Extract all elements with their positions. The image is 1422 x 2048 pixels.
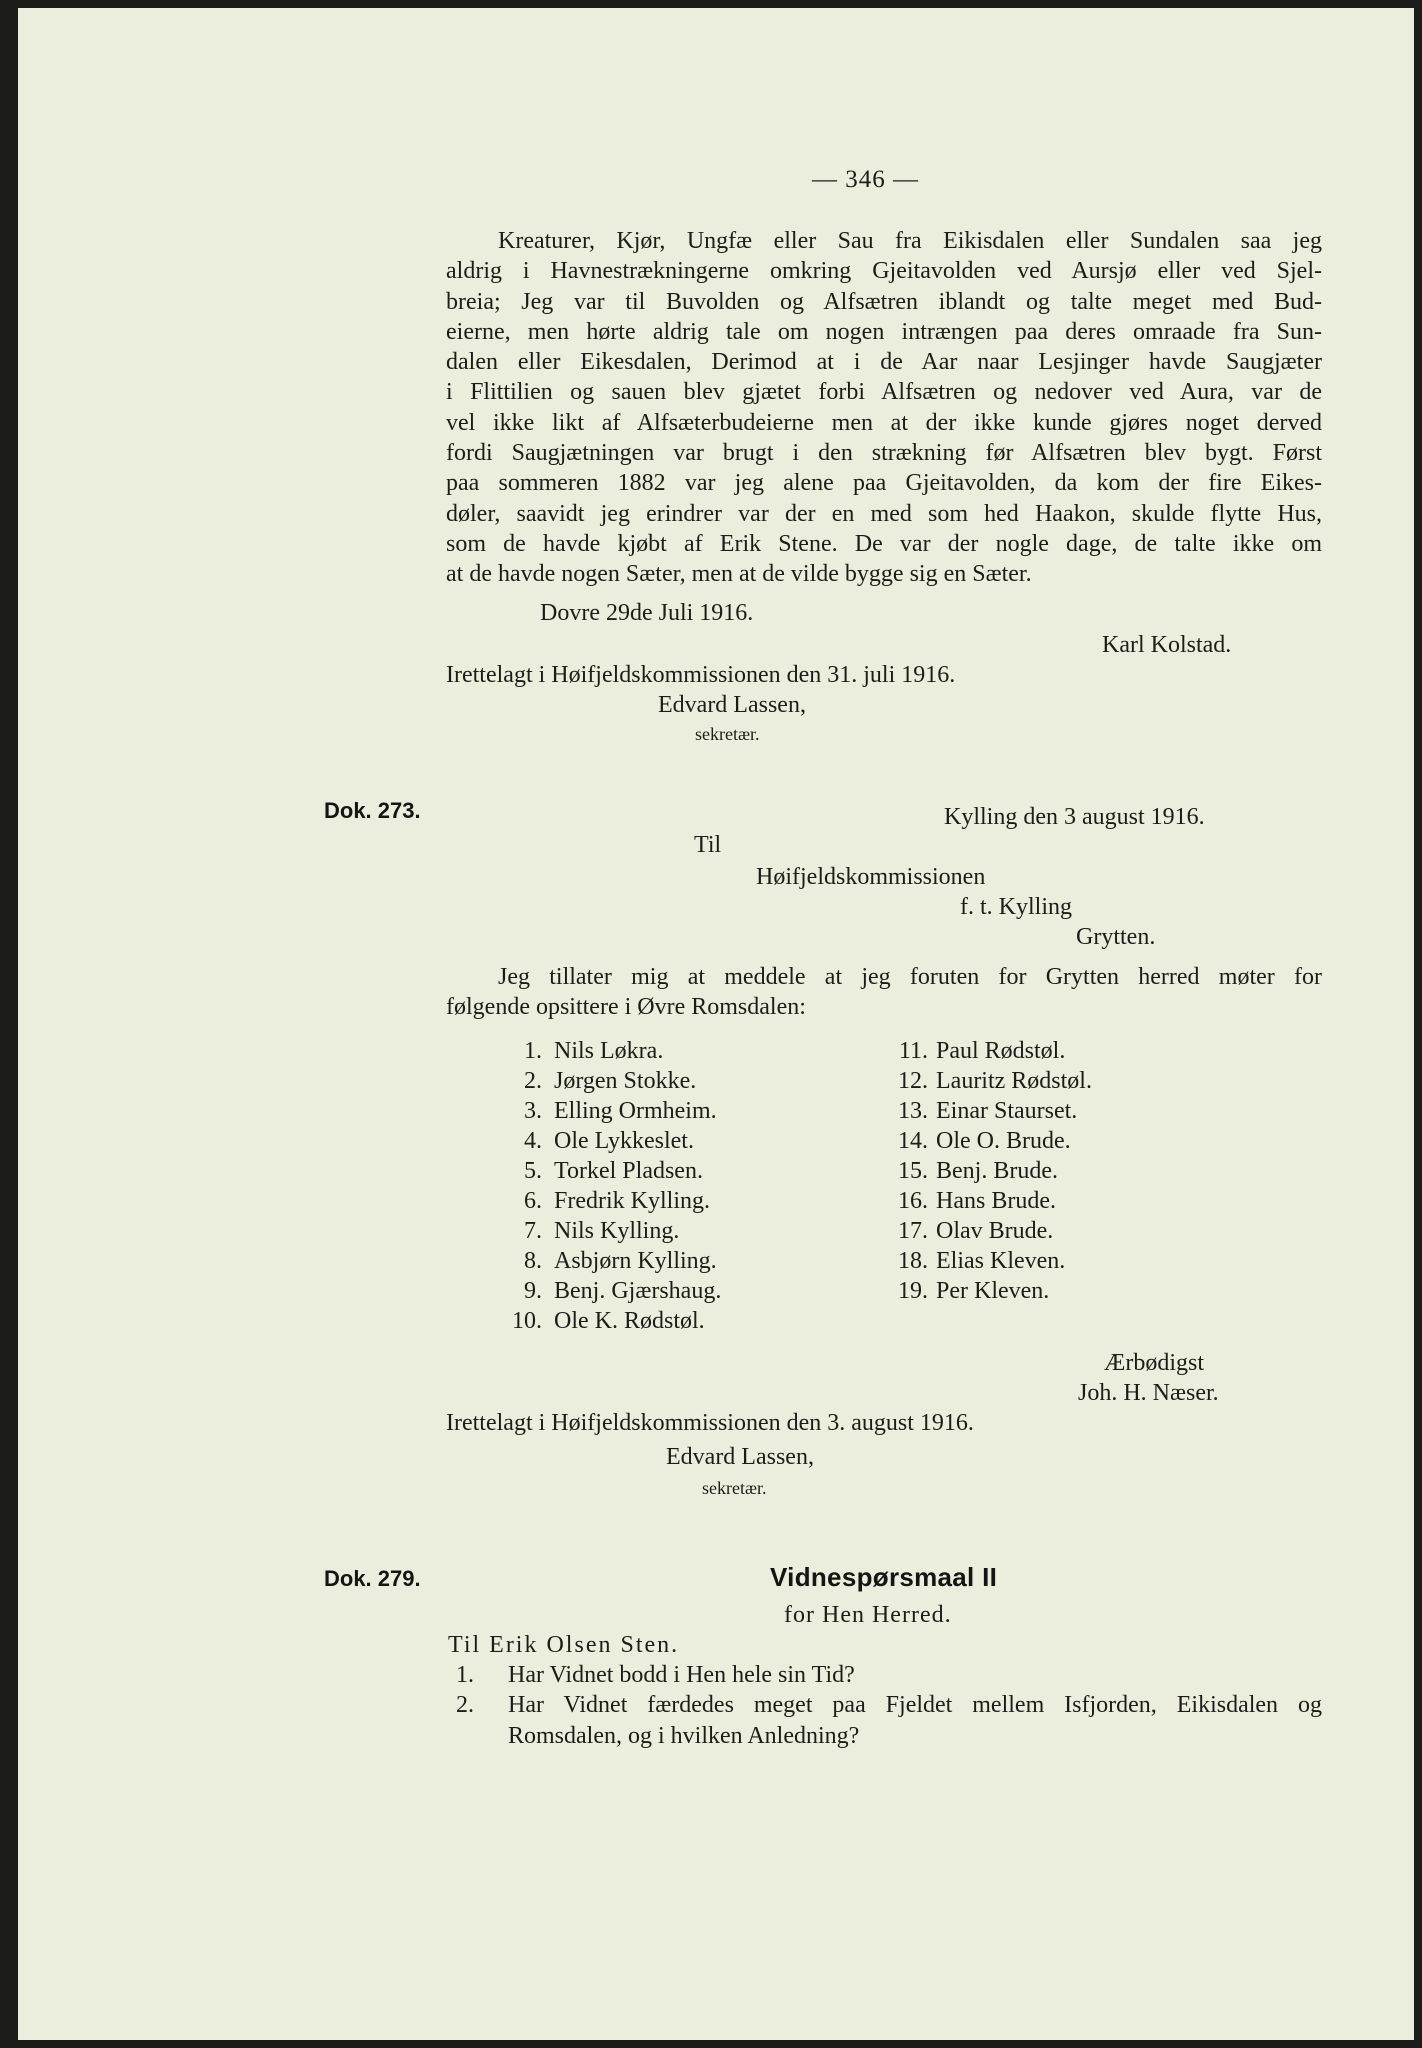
paragraph-line: breia; Jeg var til Buvolden og Alfsætren iblandt og talte meget med Bud- (446, 288, 1322, 315)
paragraph-line: i Flittilien og sauen blev gjætet forbi Alfsætren og nedover ved Aura, var de (446, 379, 1322, 406)
letter-body (446, 962, 1322, 1023)
paragraph-line: eierne, men hørte aldrig tale om nogen intrængen paa deres omraade fra Sun- (446, 318, 1322, 345)
paragraph-line: at de havde nogen Sæter, men at de vilde bygge sig en Sæter. (446, 561, 1032, 588)
document-label: Dok. 279. (324, 1566, 421, 1591)
section-title: Vidnespørsmaal II (770, 1562, 998, 1592)
letter-to: Til (694, 832, 722, 858)
signature: Joh. H. Næser. (1078, 1380, 1219, 1406)
letter-recipient: Høifjeldskommissionen (756, 864, 986, 890)
filing-note: Irettelagt i Høifjeldskommissionen den 3. august 1916. (446, 1410, 974, 1436)
testimony-paragraph (446, 226, 1322, 590)
paragraph-line: paa sommeren 1882 var jeg alene paa Gjeitavolden, da kom der fire Eikes- (446, 470, 1322, 497)
filing-note: Irettelagt i Høifjeldskommissionen den 31. juli 1916. (446, 662, 956, 688)
section-subtitle: for Hen Herred. (784, 1602, 952, 1628)
witness-to: Til Erik Olsen Sten. (448, 1632, 680, 1658)
document-label: Dok. 273. (324, 798, 421, 823)
paragraph-line: vel ikke likt af Alfsæterbudeierne men at der ikke kunde gjøres noget derved (446, 409, 1322, 436)
page-number: — 346 — (812, 166, 919, 193)
paragraph-line: som de havde kjøbt af Erik Stene. De var der nogle dage, de talte ikke om (446, 530, 1322, 557)
paragraph-line: fordi Saugjætningen var brugt i den strækning før Alfsætren blev bygt. Først (446, 440, 1322, 467)
signature: Karl Kolstad. (1102, 632, 1232, 658)
clerk-name: Edvard Lassen, (658, 692, 806, 718)
document-page: — 346 — Kreaturer, Kjør, Ungfæ eller Sau fra Eikisdalen eller Sundalen saa jeg aldrig i Havnestrækningerne omkring Gjeitavolden ved Aursjø eller ved Sjel- breia; Jeg var til Buvolden og Alfsætren iblandt og talte meget med Bud- eierne, men hørte aldrig tale om nogen intrængen paa deres omraade fra Sun- dalen eller Eikesdalen, Derimod at i de Aar naar Lesjinger havde Saugjæter i Flittilien og sauen blev gjætet forbi Alfsætren og nedover ved Aura, var de vel ikke likt af Alfsæterbudeierne men at der ikke kunde gjøres noget derved fordi Saugjætningen var brugt i den strækning før Alfsætren blev bygt. Først paa sommeren 1882 var jeg alene paa Gjeitavolden, da kom der fire Eikes- døler, saavidt jeg erindrer var der en med som hed Haakon, skulde flytte Hus, som de havde kjøbt af Erik Stene. De var der nogle dage, de talte ikke om at de havde nogen Sæter, men at de vilde bygge sig en Sæter. Dovre 29de Juli 1916. Karl Kolstad. Irettelagt i Høifjeldskommissionen den 31. juli 1916. Edvard Lassen, sekretær. Dok. 273. Kylling den 3 august 1916. Til Høifjeldskommissionen f. t. Kylling Grytten. Jeg tillater mig at meddele at jeg foruten for Grytten herred møter for følgende opsittere i Øvre Romsdalen: 1. Nils Løkra. 2. Jørgen Stokke. 3. Elling Ormheim. 4. Ole Lykkeslet. 5. Torkel Pladsen. 6. Fredrik Kylling. 7. Nils Kylling. 8. Asbjørn Kylling. 9. Benj. Gjærshaug. 10. Ole K. Rødstøl. 11. Paul Rødstøl. 12. Lauritz Rødstøl. 13. Einar Staurset. 14. Ole O. Brude. 15. Benj. Brude. 16. Hans Brude. 17. Olav Brude. 18. Elias Kleven. 19. Per Kleven. Ærbødigst Joh. H. Næser. Irettelagt i Høifjeldskommissionen den 3. august 1916. Edvard Lassen, sekretær. Dok. 279. Vidnespørsmaal II for Hen Herred. Til Erik Olsen Sten. 1. Har Vidnet bodd i Hen hele sin Tid? 2. Har Vidnet færdedes meget paa Fjeldet mellem Isfjorden, Eikisdalen og Romsdalen, og i hvilken Anledning? (18, 8, 1414, 2040)
clerk-title: sekretær. (702, 1478, 767, 1498)
letter-care-of: f. t. Kylling (960, 894, 1072, 920)
paragraph-line: Kreaturer, Kjør, Ungfæ eller Sau fra Eikisdalen eller Sundalen saa jeg (498, 228, 1322, 254)
letter-location: Grytten. (1076, 924, 1156, 950)
letter-place-date: Kylling den 3 august 1916. (944, 804, 1205, 830)
closing: Ærbødigst (1104, 1350, 1205, 1376)
clerk-title: sekretær. (695, 724, 760, 744)
paragraph-line: dalen eller Eikesdalen, Derimod at i de Aar naar Lesjinger havde Saugjæter (446, 349, 1322, 376)
clerk-name: Edvard Lassen, (666, 1444, 814, 1470)
paragraph-line: følgende opsittere i Øvre Romsdalen: (446, 994, 806, 1021)
paragraph-line: døler, saavidt jeg erindrer var der en med som hed Haakon, skulde flytte Hus, (446, 500, 1322, 527)
place-date: Dovre 29de Juli 1916. (540, 600, 754, 626)
paragraph-line: Jeg tillater mig at meddele at jeg foruten for Grytten herred møter for (498, 964, 1322, 990)
paragraph-line: aldrig i Havnestrækningerne omkring Gjeitavolden ved Aursjø eller ved Sjel- (446, 258, 1322, 285)
